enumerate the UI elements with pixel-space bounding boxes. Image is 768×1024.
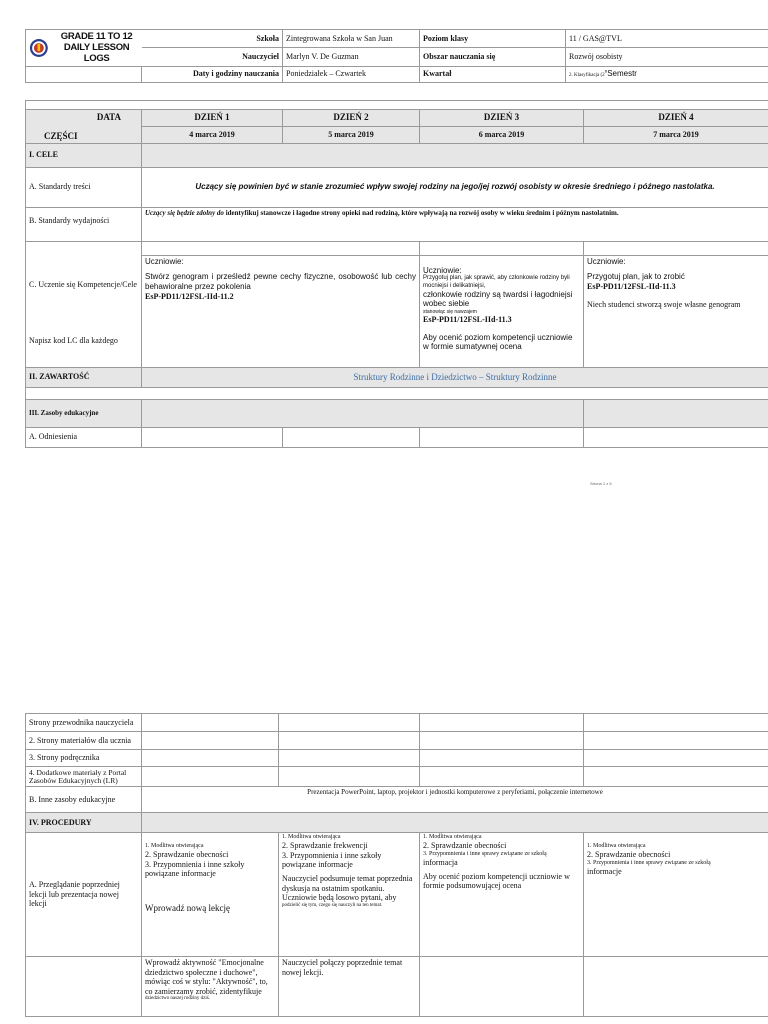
- school-label: Szkoła: [142, 30, 283, 48]
- d4-attendance: 2. Sprawdzanie obecności: [587, 850, 671, 860]
- spacer-row-thin: [26, 100, 768, 109]
- uczenie-spacer-1: [142, 241, 420, 255]
- uczenie-spacer-3: [420, 241, 584, 255]
- std-wyd-text: [142, 207, 768, 241]
- area-value: Rozwój osobisty: [566, 48, 768, 66]
- zasoby-fill-4: [584, 399, 768, 427]
- grade-label: Poziom klasy: [420, 30, 566, 48]
- kod-label: Napisz kod LC dla każdego: [26, 315, 142, 367]
- day-1-date: 4 marca 2019: [142, 126, 283, 143]
- d3-recall: 3. Przypomnienia i inne sprawy związane ze szkołą: [423, 850, 547, 857]
- logo-line-2: DAILY LESSON LOGS: [63, 41, 130, 64]
- d1-recall: 3. Przypomnienia i inne szkoły powiązane informacje: [145, 859, 245, 879]
- uczenie-spacer-left: [26, 241, 142, 255]
- d4-recall: 3. Przypomnienia i inne sprawy związane ze szkołą: [587, 859, 711, 866]
- zasoby-fill: [142, 399, 584, 427]
- competency-day4: [584, 255, 768, 367]
- d4-info: informacje: [587, 866, 622, 876]
- last-d2: Nauczyciel połączy poprzednie temat nowej lekcji.: [282, 958, 403, 977]
- day-3-date: 6 marca 2019: [420, 126, 584, 143]
- competency-day1-2: [142, 255, 420, 367]
- c4-students: Niech studenci stworzą swoje własne genogram: [587, 299, 741, 309]
- std-wyd-label: B. Standardy wydajności: [26, 207, 142, 241]
- cele-section-fill: [142, 143, 768, 167]
- day-2-date: 5 marca 2019: [283, 126, 420, 143]
- d2-attendance: 2. Sprawdzanie frekwencji: [282, 841, 368, 851]
- logo-spacer: [26, 66, 142, 82]
- row-portal: 4. Dodatkowe materiały z Portal Zasobów Edukacyjnych (LR): [26, 767, 142, 787]
- day-2-header: DZIEŃ 2: [283, 109, 420, 126]
- d1-prayer: 1. Modlitwa otwierająca: [145, 843, 204, 849]
- std-wyd-italic: Uczący się będzie zdolny do: [145, 208, 224, 217]
- review-day1: [142, 833, 279, 957]
- c4-text: Przygotuj plan, jak to zrobić: [587, 272, 685, 282]
- review-day2: [279, 833, 420, 957]
- row-textbook: 3. Strony podręcznika: [26, 750, 142, 767]
- row-teacher-guide: Strony przewodnika nauczyciela: [26, 714, 142, 732]
- motivation-day3: [420, 957, 584, 1017]
- last-d1: Wprowadź aktywność "Emocjonalne dziedzictwo społeczne i duchowe", mówiąc coś w stylu: "Aktywność", to, co zamierzamy zrobić, zidentyfikuje: [145, 958, 268, 996]
- data-czesci-header: [26, 109, 142, 143]
- teacher-value: Marlyn V. De Guzman: [283, 48, 420, 66]
- c3-code: EsP-PD11/12FSL-IId-11.3: [423, 314, 512, 324]
- zawartosc-content: Struktury Rodzinne i Dziedzictwo – Struktury Rodzinne: [142, 367, 768, 387]
- c1-text: Stwórz genogram i prześledź pewne cechy fizyczne, osobowość lub cechy behawioralne przez pokolenia: [145, 272, 416, 291]
- school-value: Zintegrowana Szkoła w San Juan: [283, 30, 420, 48]
- d2-summary: Nauczyciel podsumuje temat poprzednia dyskusja na ostatnim spotkaniu. Uczniowie będą losowo pytani, aby: [282, 873, 413, 903]
- last-d1-small: dziedzictwo naszej rodziny dziś.: [145, 996, 210, 1002]
- d1-attendance: 2. Sprawdzanie obecności: [145, 850, 229, 860]
- review-day4: [584, 833, 768, 957]
- d3-info: informacja: [423, 857, 458, 867]
- spacer-row: [26, 82, 768, 100]
- competency-day3: [420, 255, 584, 367]
- page-number: Strona 1 z 5: [590, 481, 612, 486]
- c4-code: EsP-PD11/12FSL-IId-11.3: [587, 281, 676, 291]
- area-label: Obszar nauczania się: [420, 48, 566, 66]
- uczenie-label: C. Uczenie się Kompetencje/Cele: [26, 255, 142, 315]
- std-tresci-text: Uczący się powinien być w stanie zrozumieć wpływ swojej rodziny na jego/jej rozwój osobisty w okresie średniego i późnego nastolatka.: [142, 167, 768, 207]
- day-1-header: DZIEŃ 1: [142, 109, 283, 126]
- c4-head: Uczniowie:: [587, 256, 626, 266]
- motivation-day4: [584, 957, 768, 1017]
- odniesienia-label: A. Odniesienia: [26, 427, 142, 447]
- data-label: DATA: [96, 111, 121, 122]
- odniesienia-d3: [420, 427, 584, 447]
- lesson-log-page-2-table: [25, 713, 768, 1017]
- quarter-value-small: 2. Klasyfikacja (2: [569, 73, 605, 79]
- quarter-value-big: Semestr: [607, 69, 637, 79]
- procedury-fill: [142, 813, 768, 833]
- motivation-label: [26, 957, 142, 1017]
- lesson-log-header-table: [25, 29, 768, 448]
- day-3-header: DZIEŃ 3: [420, 109, 584, 126]
- c3-small: Przygotuj plan, jak sprawić, aby członkowie rodziny byli mocniejsi i delikatniejsi,: [423, 275, 570, 289]
- dates-label: Daty i godziny nauczania: [142, 66, 283, 82]
- odniesienia-d4: [584, 427, 768, 447]
- review-label: A. Przeglądanie poprzedniej lekcji lub prezentacja nowej lekcji: [26, 833, 142, 957]
- std-wyd-body: identyfikuj stanowcze i łagodne strony opieki nad rodziną, które wpływają na rozwój osoby w wieku średnim i późnym nastolatnim.: [225, 208, 619, 217]
- uczenie-spacer-4: [584, 241, 768, 255]
- grade-value: 11 / GAS@TVL: [566, 30, 768, 48]
- deped-logo-cell: [26, 30, 142, 67]
- deped-seal-icon: [29, 37, 49, 59]
- other-resources-text: Prezentacja PowerPoint, laptop, projektor i jednostki komputerowe z peryferiami, połączenie internetowe: [142, 787, 768, 813]
- c3-assess: Aby ocenić poziom kompetencji uczniowie w formie sumatywnej ocena: [423, 332, 573, 352]
- d3-assess: Aby ocenić poziom kompetencji uczniowie w formie podsumowującej ocena: [423, 871, 570, 891]
- zawartosc-label: II. ZAWARTOŚĆ: [26, 367, 142, 387]
- motivation-day1: [142, 957, 279, 1017]
- quarter-label: Kwartał: [420, 66, 566, 82]
- review-day3: [420, 833, 584, 957]
- d3-prayer: 1. Modlitwa otwierająca: [423, 834, 482, 840]
- odniesienia-d1: [142, 427, 283, 447]
- d2-prayer: 1. Modlitwa otwierająca: [282, 834, 341, 840]
- motivation-day2: [279, 957, 420, 1017]
- quarter-value-sup: n: [604, 69, 608, 75]
- c3-head: Uczniowie:: [423, 265, 462, 275]
- c3-text: członkowie rodziny są twardsi i łagodniejsi wobec siebie: [423, 289, 573, 309]
- std-tresci-label: A. Standardy treści: [26, 167, 142, 207]
- logo-line-1: GRADE 11 TO 12: [60, 31, 133, 42]
- spacer-row-2: [26, 387, 768, 399]
- row-materials: 2. Strony materiałów dla ucznia: [26, 732, 142, 750]
- czesci-label: CZĘŚCI: [44, 130, 78, 141]
- odniesienia-d2: [283, 427, 420, 447]
- c1-head: Uczniowie:: [145, 256, 184, 266]
- zasoby-label: III. Zasoby edukacyjne: [26, 399, 142, 427]
- d2-small: podzielić się tym, czego się nauczyli na ten temat.: [282, 902, 383, 908]
- d4-prayer: 1. Modlitwa otwierająca: [587, 843, 646, 849]
- cele-section-label: I. CELE: [26, 143, 142, 167]
- procedury-label: IV. PROCEDURY: [26, 813, 142, 833]
- d2-recall: 3. Przypomnienia i inne szkoły powiązane informacje: [282, 850, 382, 870]
- day-4-header: DZIEŃ 4: [584, 109, 768, 126]
- d3-attendance: 2. Sprawdzanie obecności: [423, 841, 507, 851]
- dates-value: Poniedziałek – Czwartek: [283, 66, 420, 82]
- quarter-value: [566, 66, 768, 82]
- c3-tiny: stanowiąc się nawzajem: [423, 308, 477, 315]
- teacher-label: Nauczyciel: [142, 48, 283, 66]
- d1-intro: Wprowadź nową lekcję: [145, 902, 230, 913]
- c1-code: EsP-PD11/12FSL-IId-11.2: [145, 291, 234, 301]
- day-4-date: 7 marca 2019: [584, 126, 768, 143]
- row-other-resources: B. Inne zasoby edukacyjne: [26, 787, 142, 813]
